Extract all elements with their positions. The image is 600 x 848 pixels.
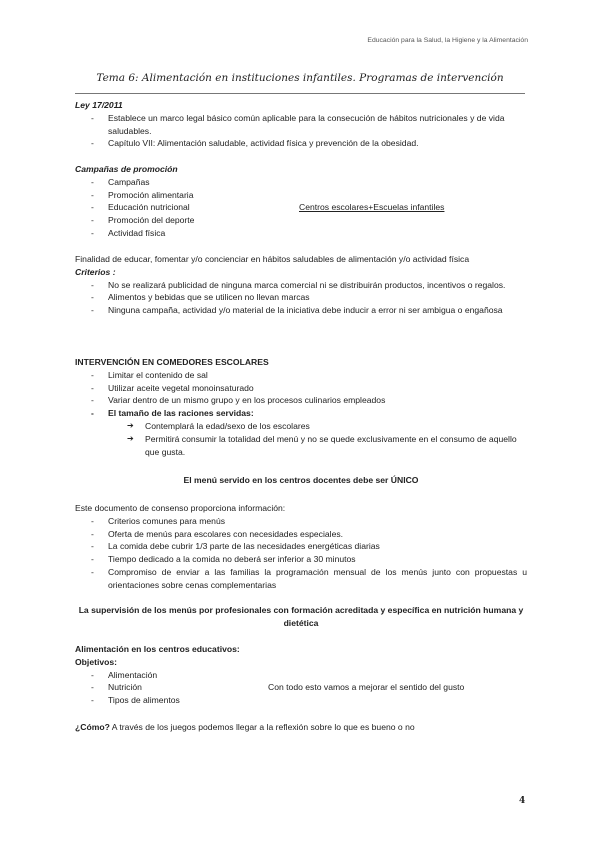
ley-heading: Ley 17/2011: [75, 100, 123, 110]
list-item: - Establece un marco legal básico común aplicable para la consecución de hábitos nutricionales y de vida saludables.: [75, 112, 527, 138]
supervision-heading: La supervisión de los menús por profesionales con formación acreditada y específica en nutrición humana y dietética: [78, 605, 524, 628]
running-header: Educación para la Salud, la Higiene y la Alimentación: [367, 37, 528, 44]
como-label: ¿Cómo?: [75, 722, 110, 732]
arrow-icon: ➔: [127, 433, 134, 443]
objetivos-heading: Objetivos:: [75, 656, 118, 667]
list-item: - Compromiso de enviar a las familias la programación mensual de los menús junto con propuestas u orientaciones sobre cenas complementarias: [75, 566, 527, 592]
title-divider: [75, 93, 525, 94]
list-item: - Promoción alimentaria: [75, 189, 527, 202]
list-item: - La comida debe cubrir 1/3 parte de las necesidades energéticas diarias: [75, 540, 527, 553]
list-item: - Tipos de alimentos: [75, 694, 527, 707]
criterios-heading: Criterios :: [75, 266, 116, 277]
centros-section: [75, 643, 527, 707]
list-item: - Educación nutricional: [75, 201, 527, 214]
finalidad-text: Finalidad de educar, fomentar y/o concienciar en hábitos saludables de alimentación y/o actividad física: [75, 254, 470, 264]
consenso-list: [75, 515, 527, 592]
finalidad-section: [75, 253, 527, 317]
list-item: - Ninguna campaña, actividad y/o material de la iniciativa debe inducir a error ni ser ambigua o engañosa: [75, 304, 527, 317]
menu-unico-heading: El menú servido en los centros docentes debe ser ÚNICO: [183, 475, 419, 485]
list-item: - Tiempo dedicado a la comida no deberá ser inferior a 30 minutos: [75, 553, 527, 566]
list-item: - El tamaño de las raciones servidas:: [75, 407, 527, 420]
list-item: ➔ Permitirá consumir la totalidad del menú y no se quede exclusivamente en el consumo de aquello que gusta.: [127, 433, 517, 457]
list-item: - Promoción del deporte: [75, 214, 527, 227]
centros-side-note: Con todo esto vamos a mejorar el sentido del gusto: [268, 682, 465, 692]
list-item: - Nutrición: [75, 681, 527, 694]
list-item: - Alimentos y bebidas que se utilicen no llevan marcas: [75, 291, 527, 304]
consenso-section: [75, 502, 527, 592]
list-item: ➔ Contemplará la edad/sexo de los escolares: [127, 420, 310, 431]
page-number: 4: [519, 796, 526, 806]
ley-list: [75, 112, 527, 150]
comedores-list: [75, 369, 527, 420]
arrow-icon: ➔: [127, 420, 134, 430]
comedores-section: [75, 356, 527, 458]
list-item: - Actividad física: [75, 227, 527, 240]
criterios-list: [75, 279, 527, 317]
list-item: - Alimentación: [75, 669, 527, 682]
list-item: - Utilizar aceite vegetal monoinsaturado: [75, 382, 527, 395]
centros-heading: Alimentación en los centros educativos:: [75, 644, 240, 654]
list-item: - Limitar el contenido de sal: [75, 369, 527, 382]
consenso-intro: Este documento de consenso proporciona información:: [75, 503, 286, 513]
campanas-side-note: Centros escolares+Escuelas infantiles: [299, 202, 445, 212]
list-item: - Campañas: [75, 176, 527, 189]
topic-title: Tema 6: Alimentación en instituciones infantiles. Programas de intervención: [96, 72, 504, 84]
list-item: - Oferta de menús para escolares con necesidades especiales.: [75, 528, 527, 541]
list-item: - Variar dentro de un mismo grupo y en los procesos culinarios empleados: [75, 394, 527, 407]
comedores-heading: INTERVENCIÓN EN COMEDORES ESCOLARES: [75, 357, 269, 367]
como-line: [75, 721, 527, 734]
campanas-heading: Campañas de promoción: [75, 164, 178, 174]
list-item: - Criterios comunes para menús: [75, 515, 527, 528]
raciones-list: [75, 420, 527, 458]
como-text: A través de los juegos podemos llegar a la reflexión sobre lo que es bueno o no: [109, 722, 415, 732]
list-item: - Capítulo VII: Alimentación saludable, actividad física y prevención de la obesidad.: [75, 137, 527, 150]
ley-section: [75, 99, 527, 150]
list-item: - No se realizará publicidad de ninguna marca comercial ni se distribuirán productos, incentivos o regalos.: [75, 279, 527, 292]
